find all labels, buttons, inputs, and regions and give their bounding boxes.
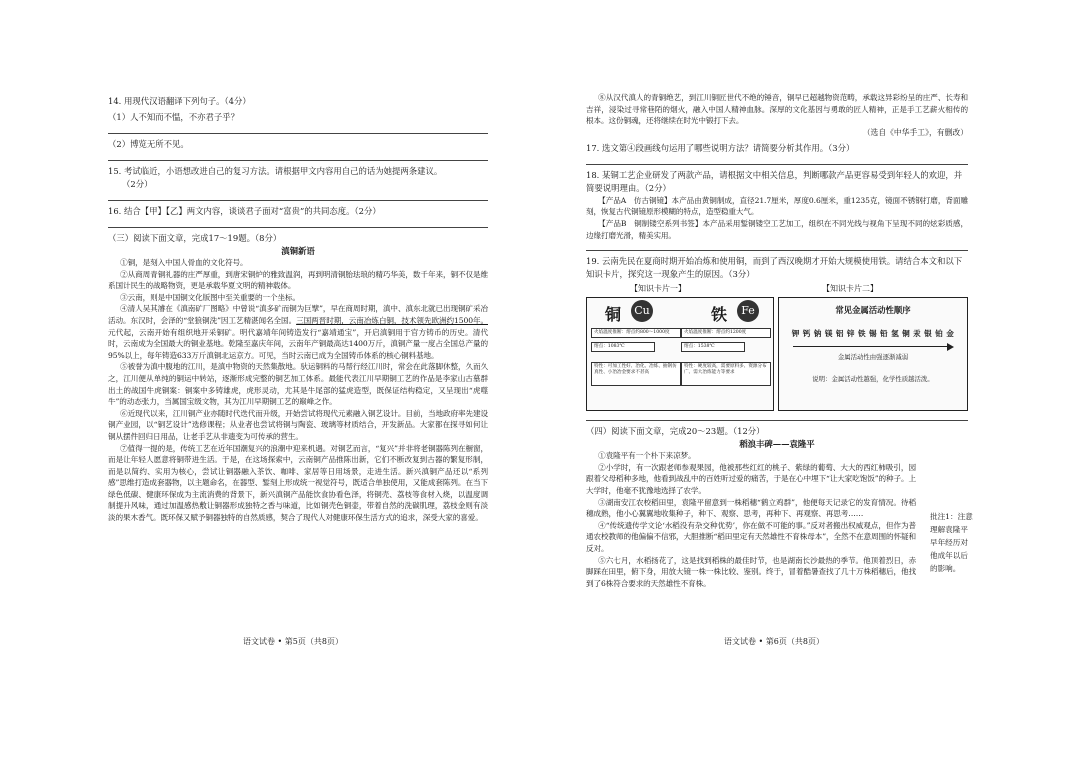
iron-row-feature: 特性：硬度较高，需要原料多、资源分布广、需大冶炼能力等要求 — [681, 362, 771, 386]
paragraph: ⑧从汉代滇人的青铜绝艺，到江川铜匠世代不绝的锤音，铜早已超越物资范畴，承载这异彩纷呈的庄严、长寿和吉祥，浸染过寻常巷陌的烟火，融入中国人精神血脉。深厚的文化基因与勇敢的匠人精神，正是手工艺薪火相传的根本。这份铜魂，还将继续在时光中锻打下去。 — [586, 93, 968, 126]
iron-icon: Fe — [737, 300, 759, 322]
card-1-label: 【知识卡片一】 — [630, 284, 686, 294]
question-18: 18. 某铜工艺企业研发了两款产品，请根据文中相关信息，判断哪款产品更容易受到年轻人的欢迎，并简要说明理由。（2分） — [586, 169, 963, 193]
question-15: 15. 考试临近，小语想改进自己的复习方法。请根据甲文内容用自己的话为她提两条建议。 — [108, 166, 443, 176]
article-title-2: 稻浪丰碑——袁隆平 — [739, 439, 815, 450]
question-16: 16. 结合【甲】【乙】两文内容，谈谈君子面对“富贵”的共同态度。（2分） — [108, 206, 381, 216]
iron-row-melt: 熔点：1538℃ — [681, 342, 745, 352]
answer-line[interactable] — [586, 411, 968, 421]
question-19: 19. 云南先民在夏商时期开始冶炼和使用铜，而到了西汉晚期才开始大规模使用铁。请结合本文和以下知识卡片，探究这一现象产生的原因。（3分） — [586, 256, 963, 280]
answer-line[interactable] — [108, 151, 488, 161]
paragraph: ②小学时，有一次跟老师参观果园，他被那些红红的桃子、紫绿的葡萄、大大的西红柿吸引，园跟着父母稻种多地，他看到战乱中的百姓听过爱的痛苦，于是在心中埋下“让大家吃饱饭”的种子。上大学时，他毫不犹豫地选择了农学。 — [586, 462, 916, 495]
left-page — [108, 92, 488, 524]
question-14-sentence-2: （2）博览无所不见。 — [108, 139, 189, 149]
section-3-heading: （三）阅读下面文章，完成17～19题。（8分） — [108, 233, 282, 243]
right-page — [586, 92, 968, 589]
knowledge-card-1 — [586, 297, 774, 411]
article-2-body — [586, 450, 916, 589]
answer-line[interactable] — [586, 241, 968, 251]
paragraph: ③云南，则是中国铜文化版图中至关重要的一个坐标。 — [120, 292, 301, 302]
page-footer-left: 语文试卷 • 第5页（共8页） — [243, 637, 343, 646]
paragraph: ①袁隆平有一个朴下来凉梦。 — [598, 451, 696, 461]
paragraph: ②从商周青铜礼器的庄严厚重，到唐宋铜炉的雅致温润，再到明清铜胎珐琅的精巧华美，数千年来，铜不仅是维系国计民生的战略物资，更是承载华夏文明的精神载体。 — [108, 269, 488, 291]
p4-text-b: 元代起，云南开始有组织地开采铜矿。明代嘉靖年间铸造发行“嘉靖通宝”，开启滇铜用于官方铸币的历史。清代时，云南成为全国最大的铜业基地。乾隆至嘉庆年间，云南年产铜最高达1400万斤，滇铜产量一度占全国总产量的95%以上，每年铸造633万斤滇铜北运京方。可见，当时云南已成为全国铸币体系的核心铜料基地。 — [108, 327, 488, 360]
article-title: 滇铜新语 — [281, 246, 315, 256]
metal-activity-sequence: 钾 钙 钠 镁 铝 锌 铁 锡 铅 氢 铜 汞 银 铂 金 — [791, 329, 955, 339]
margin-annotation: 批注1：注意理解袁隆平早年经历对他成年以后的影响。 — [930, 512, 973, 573]
paragraph: ④“传统遗传学文论‘水稻没有杂交种优势’，你在做不可能的事。”反对者搬出权威观点，但作为普通农校教师的他偏偏不信邪，大胆推断“稻田里定有天然雄性不育株母本”，全然不在意周围的怀疑和反对。 — [586, 520, 916, 553]
question-14: 14. 用现代汉语翻译下列句子。（4分） — [108, 96, 251, 106]
knowledge-card-2 — [778, 297, 968, 411]
page-footer-right: 语文试卷 • 第6页（共8页） — [724, 637, 824, 646]
section-4-heading: （四）阅读下面文章，完成20～23题。（12分） — [586, 426, 765, 437]
paragraph-4 — [108, 303, 488, 361]
copper-row-melt: 熔点：1083℃ — [591, 342, 655, 352]
underlined-sentence: 三国两晋时期，云南冶炼白铜，技术领先欧洲约1500年。 — [296, 315, 488, 325]
paragraph: ⑦值得一提的是，传统工艺在近年国潮复兴的浪潮中迎来机遇。对铜艺而言，“复兴”并非将老铜器陈列在橱窗，而是让年轻人愿意将铜带进生活。于是，在这场探索中，云南铜产品推陈出新，它们不断改复到古器的繁复形制，而是以简约、实用为核心，尝试让铜器融入茶饮、咖啡、家居等日用场景，走进生活。新兴滇铜产品还以“系列感”思维打造成套器物，以主题命名，在器型、錾刻上形成统一视觉符号，既适合单独使用，又能成套陈列。在当下绿色低碳、健康环保成为主流消费的背景下，新兴滇铜产品能饮食协看色泽，将铜壳、荔枝等食材入烧，以温度调制提升风味，通过加温感热敷让铜器形成独特之香与味道，比如铜壳色铜壶，带着自然的洗碳肌理，荔枝金则有淡淡的果木香气。既环保又赋予铜器独特的自然质感，契合了现代人对健康环保生活方式的追求，深受大家的喜爱。 — [108, 443, 488, 523]
activity-arrow — [793, 346, 951, 347]
card-2-title: 常见金属活动性顺序 — [835, 305, 911, 316]
question-14-sentence-1: （1）人不知而不愠，不亦君子乎？ — [108, 112, 239, 122]
paragraph: ⑤六七月，水稻扬花了，这是找到稻株的最佳时节，也是湖南长沙最热的季节。他顶着烈日，赤脚踩在田里，俯下身，用放大镜一株一株比较、鉴别。终于，冒着酷暑查找了几十万株稻穗后，他找到了6株符合要求的天然雄性不育株。 — [586, 555, 916, 588]
copper-icon: Cu — [631, 300, 653, 322]
answer-line[interactable] — [586, 155, 968, 165]
p4-text-a: ④清人吴其濬在《滇南矿厂图略》中曾说“滇多矿而铜为巨擘”，早在商周时期，滇中、滇东北就已出现铜矿采冶活动。东汉时，会泽的“堂狼铜洗”因工艺精湛闻名全国。 — [108, 304, 488, 325]
copper-row-temp: 火焰温度推断：熔点约800～1000度 — [591, 328, 681, 338]
paragraph: ⑥近现代以来，江川铜产业亦随时代迭代而升级，开始尝试将现代元素融入铜艺设计。目前，当地政府率先建设铜产业园，以“铜艺设计”选修课程；从业者也尝试将铜与陶瓷、玻璃等材质结合，开发新品。大家都在探寻如何让铜从摆件回归日用品，让老手艺从非遗变为可传承的营生。 — [108, 408, 488, 441]
product-b: 【产品B 铜制镂空系列书签】本产品采用錾铜镂空工艺加工，组织在不同光线与视角下呈现不同的炫彩质感，边缘打磨光滑，精美实用。 — [586, 218, 968, 240]
card-2-label: 【知识卡片二】 — [822, 284, 878, 294]
question-17: 17. 选文第④段画线句运用了哪些说明方法？请简要分析其作用。（3分） — [586, 142, 855, 153]
iron-row-temp: 火焰温度推断：熔点约1200度 — [681, 328, 771, 338]
arrow-head-icon — [947, 343, 954, 351]
iron-title: 铁 — [711, 305, 728, 325]
answer-line[interactable] — [108, 124, 488, 134]
paragraph: ③湖南安江农校稻田里，袁隆平留意到一株稻穗“鹤立鸡群”，他便每天记录它的发育情况。待稻穗成熟，他小心翼翼地收集种子，种下、观察、思考，再种下、再观察、再思考…… — [586, 497, 916, 519]
paragraph: ①铜，是刻入中国人骨血的文化符号。 — [120, 258, 248, 267]
source-citation: （选自《中华手工》，有删改） — [862, 127, 968, 137]
arrow-caption: 金属活动性由强逐渐减弱 — [837, 353, 909, 362]
answer-line[interactable] — [108, 191, 488, 201]
copper-title: 铜 — [605, 305, 622, 325]
card-2-note: 说明：金属活动性越强，化学性质越活泼。 — [812, 375, 934, 384]
question-15-score: （2分） — [122, 179, 153, 189]
knowledge-cards — [586, 283, 968, 411]
paragraph: ⑤被誉为滇中腹地的江川，是滇中物资的天然集散地。驮运铜料的马帮行经江川时，常会在此落脚休整，久而久之，江川便从单纯的铜运中转站，逐渐形成完整的铜艺加工体系。最能代表江川早期铜工艺的作品是李家山古墓群出土的战国牛虎铜案：铜案中多铸雄虎，虎形灵动，尤其是牛尾部的猛虎造型，既保证结构稳定，又呈现出“虎噬牛”的动态张力，当属国宝级文物，其为江川早期铜工艺的巅峰之作。 — [108, 362, 488, 407]
answer-line[interactable] — [108, 218, 488, 228]
copper-row-feature: 特性：可加工性好、冶化、冶炼、抽钢仿真性、小冶冶金要求不甚高 — [591, 362, 681, 386]
product-a: 【产品A 仿古铜镜】本产品由黄铜制成，直径21.7厘米，厚度0.6厘米，重1235克，镜面不锈钢打磨，背面雕刻，恢复古代铜镜原形模糊的特点，造型稳重大气。 — [586, 195, 968, 217]
